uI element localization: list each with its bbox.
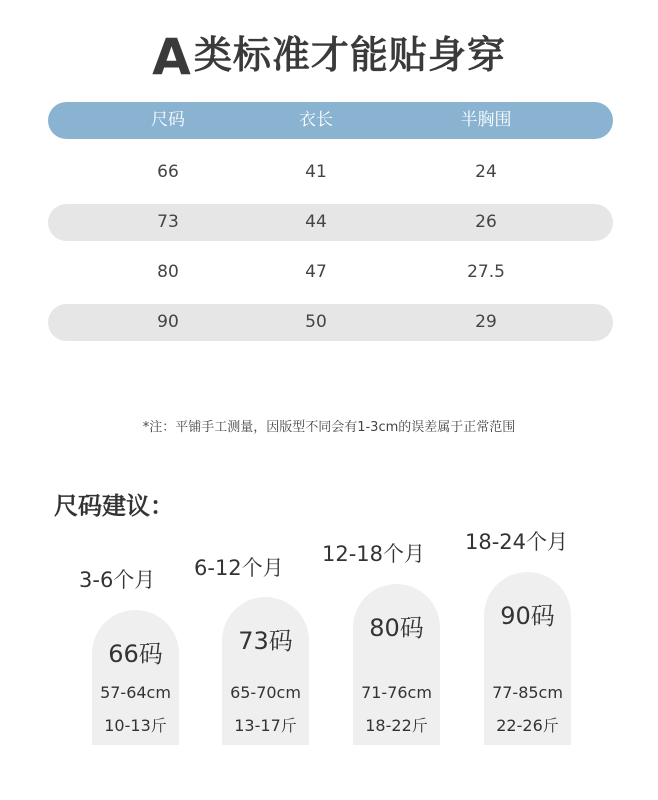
- table-row: [48, 254, 613, 291]
- card-weight: 13-17斤: [234, 716, 297, 735]
- size-card-73: [222, 597, 309, 745]
- size-suggestion-title: 尺码建议：: [54, 492, 174, 520]
- age-label: 12-18个月: [322, 542, 426, 566]
- size-card-90: [484, 572, 571, 745]
- age-label: 6-12个月: [194, 556, 284, 580]
- title-text: 类标准才能贴身穿: [193, 33, 506, 77]
- page-title: [0, 24, 658, 86]
- table-cell: 50: [305, 312, 327, 332]
- table-cell: 41: [305, 162, 327, 182]
- card-height: 71-76cm: [361, 683, 432, 702]
- table-cell: 26: [475, 212, 497, 232]
- age-label: 18-24个月: [465, 530, 569, 554]
- size-card-66: [92, 610, 179, 745]
- card-weight: 10-13斤: [104, 716, 167, 735]
- size-table: [48, 102, 613, 354]
- card-size: 80码: [369, 614, 424, 642]
- card-size: 90码: [500, 602, 555, 630]
- table-cell: 47: [305, 262, 327, 282]
- table-row: [48, 154, 613, 191]
- column-header-length: 衣长: [299, 110, 333, 130]
- table-cell: 27.5: [467, 262, 505, 282]
- age-label: 3-6个月: [79, 568, 156, 592]
- title-badge: A: [152, 28, 192, 86]
- size-card-80: [353, 584, 440, 745]
- measurement-note: *注：平铺手工测量，因版型不同会有1-3cm的误差属于正常范围: [142, 420, 516, 435]
- table-cell: 73: [157, 212, 179, 232]
- card-weight: 22-26斤: [496, 716, 559, 735]
- card-size: 66码: [108, 640, 163, 668]
- card-weight: 18-22斤: [365, 716, 428, 735]
- table-header-row: [48, 102, 613, 139]
- column-header-half-chest: 半胸围: [460, 110, 512, 130]
- table-cell: 29: [475, 312, 497, 332]
- table-cell: 66: [157, 162, 179, 182]
- table-cell: 80: [157, 262, 179, 282]
- table-row: [48, 304, 613, 341]
- card-height: 77-85cm: [492, 683, 563, 702]
- table-cell: 90: [157, 312, 179, 332]
- card-height: 65-70cm: [230, 683, 301, 702]
- table-cell: 24: [475, 162, 497, 182]
- table-row: [48, 204, 613, 241]
- column-header-size: 尺码: [151, 110, 185, 130]
- table-cell: 44: [305, 212, 327, 232]
- card-size: 73码: [238, 627, 293, 655]
- card-height: 57-64cm: [100, 683, 171, 702]
